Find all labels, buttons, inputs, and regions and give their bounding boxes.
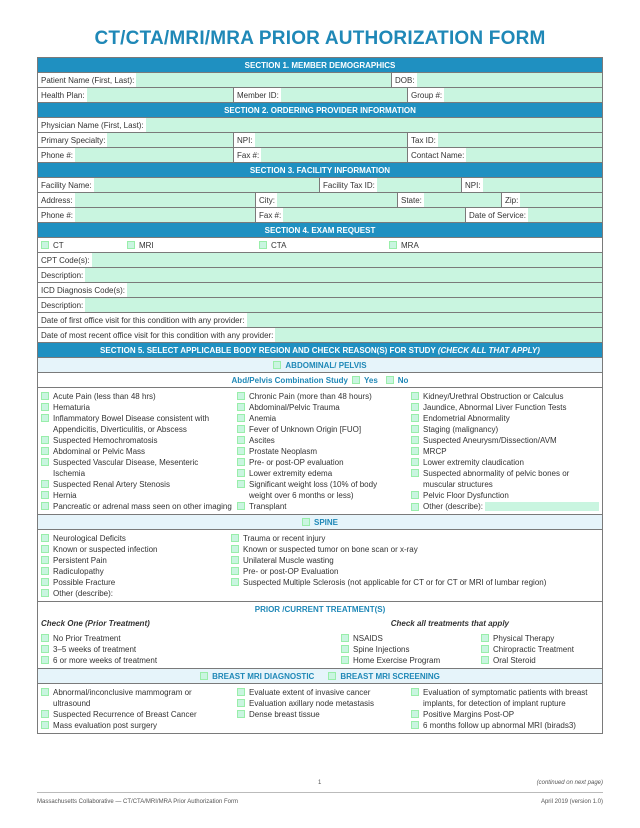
abd-reason-item[interactable]: [411, 457, 599, 468]
date-of-service-label: Date of Service:: [469, 210, 526, 220]
section4-header: SECTION 4. EXAM REQUEST: [38, 223, 602, 238]
abd-reason-item[interactable]: [411, 446, 599, 457]
spine-reason-label: Unilateral Muscle wasting: [243, 556, 334, 565]
section3-header: SECTION 3. FACILITY INFORMATION: [38, 163, 602, 178]
continued-note: (continued on next page): [536, 780, 603, 786]
breast-item[interactable]: [41, 687, 237, 698]
abd-reason-item[interactable]: [411, 424, 599, 435]
spine-reason-item[interactable]: [231, 577, 599, 588]
treatment-checkbox[interactable]: [41, 634, 49, 642]
breast-label-cont: implants, for detection of implant rupture: [423, 699, 566, 708]
recent-visit-label: Date of most recent office visit for this condition with any provider:: [41, 330, 274, 340]
spine-reason-checkbox[interactable]: [41, 589, 49, 597]
abd-reason-item[interactable]: [41, 413, 237, 424]
treatment-label: Physical Therapy: [493, 634, 555, 643]
breast-item[interactable]: [237, 709, 411, 720]
breast-item[interactable]: [237, 687, 411, 698]
breast-label: Evaluate extent of invasive cancer: [249, 688, 371, 697]
health-plan-field[interactable]: [87, 88, 233, 102]
breast-header: [38, 669, 602, 684]
abd-checkbox[interactable]: [411, 447, 419, 455]
abd-checkbox[interactable]: [41, 502, 49, 510]
zip-field[interactable]: [520, 193, 602, 207]
abd-reason-item[interactable]: [237, 457, 411, 468]
abd-label: Acute Pain (less than 48 hrs): [53, 392, 156, 401]
abd-label: Suspected Hemochromatosis: [53, 436, 158, 445]
abd-label: Pre- or post-OP evaluation: [249, 458, 344, 467]
abd-label: Endometrial Abnormality: [423, 414, 510, 423]
spine-reason-item[interactable]: [231, 533, 599, 544]
abd-label: Suspected Vascular Disease, Mesenteric: [53, 458, 199, 467]
abd-label: Staging (malignancy): [423, 425, 499, 434]
contact-name-field[interactable]: [466, 148, 602, 162]
abd-reason-item[interactable]: [41, 490, 237, 501]
abd-reason-item[interactable]: [41, 391, 237, 402]
abd-label: Other (describe):: [423, 502, 484, 511]
abd-label-cont: muscular structures: [423, 480, 493, 489]
combo-label: Abd/Pelvis Combination Study: [231, 375, 348, 385]
abd-label: Suspected abnormality of pelvic bones or: [423, 469, 570, 478]
abdominal-reasons: [38, 388, 602, 515]
abd-checkbox[interactable]: [411, 414, 419, 422]
breast-label: Positive Margins Post-OP: [423, 710, 515, 719]
breast-label: Abnormal/inconclusive mammogram or: [53, 688, 192, 697]
abd-checkbox[interactable]: [411, 503, 419, 511]
breast-checkbox[interactable]: [411, 710, 419, 718]
spine-reason-label: Possible Fracture: [53, 578, 116, 587]
physician-name-field[interactable]: [146, 118, 602, 132]
breast-item[interactable]: [411, 720, 599, 731]
treatment-checkbox[interactable]: [481, 645, 489, 653]
abd-checkbox[interactable]: [237, 403, 245, 411]
abd-checkbox[interactable]: [41, 458, 49, 466]
treatment-options: [38, 630, 602, 669]
tax-id-field[interactable]: [438, 133, 602, 147]
mra-checkbox[interactable]: [389, 241, 397, 249]
breast-label: Dense breast tissue: [249, 710, 320, 719]
description2-label: Description:: [41, 300, 84, 310]
treatment-label: Spine Injections: [353, 645, 410, 654]
phone-label: Phone #:: [41, 150, 74, 160]
treatment-item[interactable]: [481, 644, 599, 655]
phone-field[interactable]: [75, 148, 233, 162]
abd-label: Hernia: [53, 491, 77, 500]
abd-reason-item[interactable]: [237, 424, 411, 435]
abd-reason-item[interactable]: [411, 402, 599, 413]
spine-reason-label: Persistent Pain: [53, 556, 107, 565]
abd-label: Prostate Neoplasm: [249, 447, 318, 456]
abd-other-field[interactable]: [485, 502, 599, 511]
spine-label: SPINE: [313, 517, 338, 527]
spine-reason-checkbox[interactable]: [41, 567, 49, 575]
facility-npi-label: NPI:: [465, 180, 481, 190]
spine-reason-checkbox[interactable]: [231, 545, 239, 553]
cpt-label: CPT Code(s):: [41, 255, 90, 265]
breast-screening-checkbox[interactable]: [328, 672, 336, 680]
treatment-label: 6 or more weeks of treatment: [53, 656, 158, 665]
primary-specialty-field[interactable]: [107, 133, 233, 147]
abdominal-header: [38, 358, 602, 373]
abd-checkbox[interactable]: [237, 458, 245, 466]
ct-label: CT: [53, 240, 64, 250]
treatment-checkbox[interactable]: [341, 634, 349, 642]
icd-field[interactable]: [127, 283, 602, 297]
abd-reason-item[interactable]: [411, 501, 599, 512]
address-field[interactable]: [75, 193, 255, 207]
group-field[interactable]: [444, 88, 602, 102]
state-label: State:: [401, 195, 422, 205]
spine-reason-label: Radiculopathy: [53, 567, 104, 576]
abd-checkbox[interactable]: [41, 403, 49, 411]
breast-checkbox[interactable]: [411, 688, 419, 696]
address-label: Address:: [41, 195, 73, 205]
treatment-subheaders: [38, 617, 602, 630]
treatment-item[interactable]: [481, 655, 599, 666]
breast-checkbox[interactable]: [237, 699, 245, 707]
combo-yes-label: Yes: [363, 375, 378, 385]
mri-label: MRI: [139, 240, 154, 250]
breast-label-cont: ultrasound: [53, 699, 91, 708]
abd-label: Lower extremity edema: [249, 469, 333, 478]
abd-reason-item[interactable]: [237, 446, 411, 457]
abd-reason-item[interactable]: [41, 435, 237, 446]
footer-divider: [37, 792, 603, 793]
spine-reason-label: Trauma or recent injury: [243, 534, 326, 543]
abd-checkbox[interactable]: [41, 414, 49, 422]
treatment-item[interactable]: [341, 655, 481, 666]
ct-checkbox[interactable]: [41, 241, 49, 249]
abdominal-checkbox[interactable]: [273, 361, 281, 369]
facility-fax-field[interactable]: [283, 208, 465, 222]
abd-label: Anemia: [249, 414, 277, 423]
contact-name-label: Contact Name:: [411, 150, 465, 160]
abd-label: Pelvic Floor Dysfunction: [423, 491, 509, 500]
footer-left-text: Massachusetts Collaborative — CT/CTA/MRI/MRA Prior Authorization Form: [37, 799, 238, 805]
breast-label: Suspected Recurrence of Breast Cancer: [53, 710, 197, 719]
spine-reason-label: Other (describe):: [53, 589, 114, 598]
spine-reason-label: Suspected Multiple Sclerosis (not applicable for CT or for CT or MRI of lumbar region): [243, 578, 547, 587]
combo-no-checkbox[interactable]: [386, 376, 394, 384]
treatment-checkbox[interactable]: [41, 645, 49, 653]
patient-name-field[interactable]: [136, 73, 391, 87]
section5-header-italic: (CHECK ALL THAT APPLY): [437, 346, 540, 355]
fax-label: Fax #:: [237, 150, 260, 160]
check-all-label: Check all treatments that apply: [390, 619, 509, 628]
abd-reason-item[interactable]: [41, 457, 237, 468]
abd-reason-item[interactable]: [237, 391, 411, 402]
breast-item[interactable]: [411, 709, 599, 720]
breast-checkbox[interactable]: [41, 721, 49, 729]
treatment-label: 3–5 weeks of treatment: [53, 645, 137, 654]
spine-reason-item[interactable]: [41, 577, 231, 588]
cta-label: CTA: [271, 240, 287, 250]
abd-reason-item[interactable]: [237, 413, 411, 424]
treatment-item[interactable]: [481, 633, 599, 644]
recent-visit-field[interactable]: [275, 328, 602, 342]
spine-reason-checkbox[interactable]: [231, 534, 239, 542]
treatment-item[interactable]: [41, 655, 341, 666]
spine-reason-item[interactable]: [231, 555, 599, 566]
treatment-item[interactable]: [41, 644, 341, 655]
abd-label-cont: weight over 6 months or less): [249, 491, 354, 500]
abd-reason-item[interactable]: [411, 391, 599, 402]
abd-checkbox[interactable]: [411, 425, 419, 433]
spine-reason-label: Known or suspected infection: [53, 545, 158, 554]
facility-npi-field[interactable]: [483, 178, 602, 192]
abd-checkbox[interactable]: [237, 392, 245, 400]
treatment-item[interactable]: [41, 633, 341, 644]
spine-reason-checkbox[interactable]: [41, 578, 49, 586]
breast-label: 6 months follow up abnormal MRI (birads3): [423, 721, 576, 730]
spine-reason-checkbox[interactable]: [231, 556, 239, 564]
abd-reason-item[interactable]: [411, 435, 599, 446]
fax-field[interactable]: [261, 148, 407, 162]
date-of-service-field[interactable]: [528, 208, 602, 222]
breast-item[interactable]: [41, 709, 237, 720]
abd-reason-item[interactable]: [411, 413, 599, 424]
abd-label: Hematuria: [53, 403, 90, 412]
mra-label: MRA: [401, 240, 419, 250]
abd-checkbox[interactable]: [237, 480, 245, 488]
spine-reason-item[interactable]: [41, 544, 231, 555]
treatment-checkbox[interactable]: [341, 645, 349, 653]
abd-reason-item[interactable]: [237, 468, 411, 479]
abd-checkbox[interactable]: [237, 447, 245, 455]
spine-reason-checkbox[interactable]: [41, 545, 49, 553]
abd-checkbox[interactable]: [411, 403, 419, 411]
physician-name-label: Physician Name (First, Last):: [41, 120, 144, 130]
abd-checkbox[interactable]: [237, 425, 245, 433]
spine-reason-item[interactable]: [231, 544, 599, 555]
npi-field[interactable]: [255, 133, 407, 147]
state-field[interactable]: [424, 193, 501, 207]
abd-label-cont: Ischemia: [53, 469, 86, 478]
spine-reason-label: Pre- or post-OP Evaluation: [243, 567, 339, 576]
treatment-checkbox[interactable]: [341, 656, 349, 664]
treatment-item[interactable]: [341, 644, 481, 655]
abd-checkbox[interactable]: [237, 469, 245, 477]
abd-checkbox[interactable]: [411, 436, 419, 444]
breast-item[interactable]: [41, 720, 237, 731]
dob-field[interactable]: [417, 73, 602, 87]
abd-reason-item[interactable]: [411, 468, 599, 479]
facility-tax-id-field[interactable]: [377, 178, 461, 192]
abd-checkbox[interactable]: [237, 414, 245, 422]
breast-diagnostic-checkbox[interactable]: [200, 672, 208, 680]
treatment-label: NSAIDS: [353, 634, 383, 643]
treatment-header: PRIOR /CURRENT TREATMENT(S): [38, 602, 602, 617]
spine-reason-item[interactable]: [41, 588, 231, 599]
patient-name-label: Patient Name (First, Last):: [41, 75, 135, 85]
form-title: CT/CTA/MRI/MRA PRIOR AUTHORIZATION FORM: [94, 28, 546, 49]
spine-reason-item[interactable]: [231, 566, 599, 577]
abd-label: Suspected Aneurysm/Dissection/AVM: [423, 436, 557, 445]
prior-auth-form: [37, 57, 603, 734]
abd-checkbox[interactable]: [41, 447, 49, 455]
breast-label: Evaluation of symptomatic patients with breast: [423, 688, 588, 697]
breast-item[interactable]: [237, 698, 411, 709]
abd-label: MRCP: [423, 447, 447, 456]
facility-phone-label: Phone #:: [41, 210, 74, 220]
breast-checkbox[interactable]: [411, 721, 419, 729]
spine-reason-item[interactable]: [41, 555, 231, 566]
abd-checkbox[interactable]: [411, 491, 419, 499]
combo-row: [38, 373, 602, 388]
spine-reason-item[interactable]: [41, 566, 231, 577]
treatment-checkbox[interactable]: [481, 634, 489, 642]
abd-reason-item[interactable]: [41, 501, 237, 512]
mri-checkbox[interactable]: [127, 241, 135, 249]
combo-no-label: No: [397, 375, 409, 385]
abd-checkbox[interactable]: [411, 392, 419, 400]
description2-field[interactable]: [85, 298, 602, 312]
abd-label: Inflammatory Bowel Disease consistent with: [53, 414, 210, 423]
description1-label: Description:: [41, 270, 84, 280]
member-id-field[interactable]: [281, 88, 407, 102]
facility-phone-field[interactable]: [75, 208, 255, 222]
abd-reason-item[interactable]: [237, 435, 411, 446]
breast-screening-label: BREAST MRI SCREENING: [340, 671, 440, 681]
health-plan-label: Health Plan:: [41, 90, 85, 100]
breast-label: Evaluation axillary node metastasis: [249, 699, 374, 708]
treatment-checkbox[interactable]: [41, 656, 49, 664]
city-field[interactable]: [277, 193, 397, 207]
spine-reason-label: Neurological Deficits: [53, 534, 126, 543]
abd-reason-item[interactable]: [41, 479, 237, 490]
facility-name-field[interactable]: [94, 178, 319, 192]
abd-label: Kidney/Urethral Obstruction or Calculus: [423, 392, 564, 401]
abd-label: Significant weight loss (10% of body: [249, 480, 378, 489]
abd-checkbox[interactable]: [41, 436, 49, 444]
spine-reason-checkbox[interactable]: [41, 556, 49, 564]
tax-id-label: Tax ID:: [411, 135, 436, 145]
treatment-label: Home Exercise Program: [353, 656, 441, 665]
breast-checkbox[interactable]: [41, 688, 49, 696]
facility-tax-id-label: Facility Tax ID:: [323, 180, 375, 190]
breast-label: Mass evaluation post surgery: [53, 721, 158, 730]
section1-header: SECTION 1. MEMBER DEMOGRAPHICS: [38, 58, 602, 73]
spine-reasons: [38, 530, 602, 602]
abd-label: Ascites: [249, 436, 275, 445]
abd-reason-item[interactable]: [237, 402, 411, 413]
abd-label: Suspected Renal Artery Stenosis: [53, 480, 170, 489]
abd-checkbox[interactable]: [411, 458, 419, 466]
icd-label: ICD Diagnosis Code(s):: [41, 285, 126, 295]
breast-reasons: [38, 684, 602, 733]
breast-diagnostic-label: BREAST MRI DIAGNOSTIC: [212, 671, 315, 681]
first-visit-label: Date of first office visit for this condition with any provider:: [41, 315, 245, 325]
cpt-field[interactable]: [92, 253, 602, 267]
cta-checkbox[interactable]: [259, 241, 267, 249]
abd-checkbox[interactable]: [237, 436, 245, 444]
abd-label: Lower extremity claudication: [423, 458, 524, 467]
abd-checkbox[interactable]: [41, 392, 49, 400]
breast-checkbox[interactable]: [237, 688, 245, 696]
page-number: 1: [318, 780, 322, 786]
abd-reason-item[interactable]: [237, 501, 411, 512]
facility-name-label: Facility Name:: [41, 180, 92, 190]
spine-reason-checkbox[interactable]: [231, 567, 239, 575]
spine-header: [38, 515, 602, 530]
breast-item[interactable]: [411, 687, 599, 698]
abd-label: Chronic Pain (more than 48 hours): [249, 392, 372, 401]
zip-label: Zip:: [505, 195, 519, 205]
first-visit-field[interactable]: [247, 313, 603, 327]
abd-label: Jaundice, Abnormal Liver Function Tests: [423, 403, 567, 412]
abd-checkbox[interactable]: [41, 480, 49, 488]
section2-header: SECTION 2. ORDERING PROVIDER INFORMATION: [38, 103, 602, 118]
treatment-label: Oral Steroid: [493, 656, 536, 665]
treatment-item[interactable]: [341, 633, 481, 644]
treatment-label: Chiropractic Treatment: [493, 645, 574, 654]
treatment-label: No Prior Treatment: [53, 634, 121, 643]
abdominal-label: ABDOMINAL/ PELVIS: [285, 360, 367, 370]
abd-reason-item[interactable]: [41, 446, 237, 457]
member-id-label: Member ID:: [237, 90, 279, 100]
primary-specialty-label: Primary Specialty:: [41, 135, 106, 145]
treatment-checkbox[interactable]: [481, 656, 489, 664]
abd-reason-item[interactable]: [411, 490, 599, 501]
abd-label: Abdominal or Pelvic Mass: [53, 447, 146, 456]
abd-reason-item[interactable]: [41, 402, 237, 413]
abd-label-cont: Appendicitis, Diverticulitis, or Abscess: [53, 425, 187, 434]
abd-checkbox[interactable]: [411, 469, 419, 477]
abd-label: Fever of Unknown Origin [FUO]: [249, 425, 362, 434]
spine-reason-label: Known or suspected tumor on bone scan or x-ray: [243, 545, 418, 554]
dob-label: DOB:: [395, 75, 415, 85]
abd-label: Abdominal/Pelvic Trauma: [249, 403, 340, 412]
abd-reason-item[interactable]: [237, 479, 411, 490]
abd-label: Pancreatic or adrenal mass seen on other imaging: [53, 502, 232, 511]
breast-checkbox[interactable]: [237, 710, 245, 718]
facility-fax-label: Fax #:: [259, 210, 282, 220]
check-one-label: Check One (Prior Treatment): [41, 619, 150, 628]
npi-label: NPI:: [237, 135, 253, 145]
description1-field[interactable]: [85, 268, 602, 282]
combo-yes-checkbox[interactable]: [352, 376, 360, 384]
spine-reason-checkbox[interactable]: [231, 578, 239, 586]
spine-reason-item[interactable]: [41, 533, 231, 544]
breast-checkbox[interactable]: [41, 710, 49, 718]
abd-checkbox[interactable]: [237, 502, 245, 510]
section5-header: [38, 343, 602, 358]
abd-checkbox[interactable]: [41, 491, 49, 499]
section5-header-main: SECTION 5. SELECT APPLICABLE BODY REGION AND CHECK REASON(S) FOR STUDY: [100, 346, 438, 355]
city-label: City:: [259, 195, 275, 205]
spine-reason-checkbox[interactable]: [41, 534, 49, 542]
abd-label: Transplant: [249, 502, 287, 511]
footer-right-text: April 2019 (version 1.0): [540, 799, 603, 805]
spine-checkbox[interactable]: [302, 518, 310, 526]
group-label: Group #:: [411, 90, 443, 100]
